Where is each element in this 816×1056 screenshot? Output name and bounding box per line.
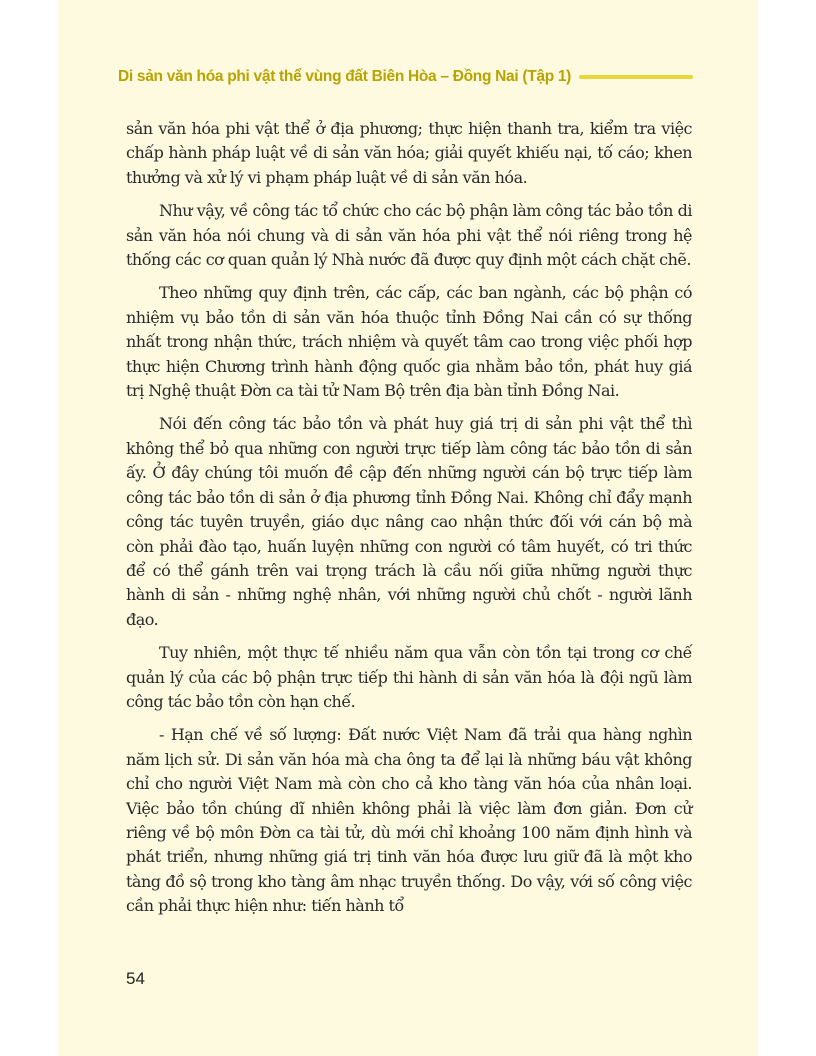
page-number: 54 [126,969,145,988]
paragraph: - Hạn chế về số lượng: Đất nước Việt Nam đã trải qua hàng nghìn năm lịch sử. Di sản văn hóa mà cha ông ta để lại là những báu vật không chỉ cho người Việt Nam mà còn cho cả kho tàng văn hóa của nhân loại. Việc bảo tồn chúng dĩ nhiên không phải là việc làm đơn giản. Đơn cử riêng về bộ môn Đờn ca tài tử, dù mới chỉ khoảng 100 năm định hình và phát triển, nhưng những giá trị tinh văn hóa được lưu giữ đã là một kho tàng đồ sộ trong kho tàng âm nhạc truyền thống. Do vậy, với số công việc cần phải thực hiện như: tiến hành tổ [126,725,692,916]
paragraph: Như vậy, về công tác tổ chức cho các bộ phận làm công tác bảo tồn di sản văn hóa nói chung và di sản văn hóa phi vật thể nói riêng trong hệ thống các cơ quan quản lý Nhà nước đã được quy định một cách chặt chẽ. [126,201,692,270]
paragraph: sản văn hóa phi vật thể ở địa phương; thực hiện thanh tra, kiểm tra việc chấp hành pháp luật về di sản văn hóa; giải quyết khiếu nại, tố cáo; khen thưởng và xử lý vi phạm pháp luật về di sản văn hóa. [126,119,692,187]
paragraph: Nói đến công tác bảo tồn và phát huy giá trị di sản phi vật thể thì không thể bỏ qua những con người trực tiếp làm công tác bảo tồn di sản ấy. Ở đây chúng tôi muốn đề cập đến những người cán bộ trực tiếp làm công tác bảo tồn di sản ở địa phương tỉnh Đồng Nai. Không chỉ đẩy mạnh công tác tuyên truyền, giáo dục nâng cao nhận thức đối với cán bộ mà còn phải đào tạo, huấn luyện những con người có tâm huyết, có tri thức để có thể gánh trên vai trọng trách là cầu nối giữa những người thực hành di sản - những nghệ nhân, với những người chủ chốt - người lãnh đạo. [126,414,692,629]
running-header [118,68,693,86]
paragraph: Theo những quy định trên, các cấp, các ban ngành, các bộ phận có nhiệm vụ bảo tồn di sản văn hóa thuộc tỉnh Đồng Nai cần có sự thống nhất trong nhận thức, trách nhiệm và quyết tâm cao trong việc phối hợp thực hiện Chương trình hành động quốc gia nhằm bảo tồn, phát huy giá trị Nghệ thuật Đờn ca tài tử Nam Bộ trên địa bàn tỉnh Đồng Nai. [126,283,692,401]
running-header-title: Di sản văn hóa phi vật thể vùng đất Biên Hòa – Đồng Nai (Tập 1) [118,68,572,85]
header-rule [579,75,693,79]
body-text [126,117,692,928]
paragraph: Tuy nhiên, một thực tế nhiều năm qua vẫn còn tồn tại trong cơ chế quản lý của các bộ phận trực tiếp thi hành di sản văn hóa là đội ngũ làm công tác bảo tồn còn hạn chế. [126,643,692,711]
